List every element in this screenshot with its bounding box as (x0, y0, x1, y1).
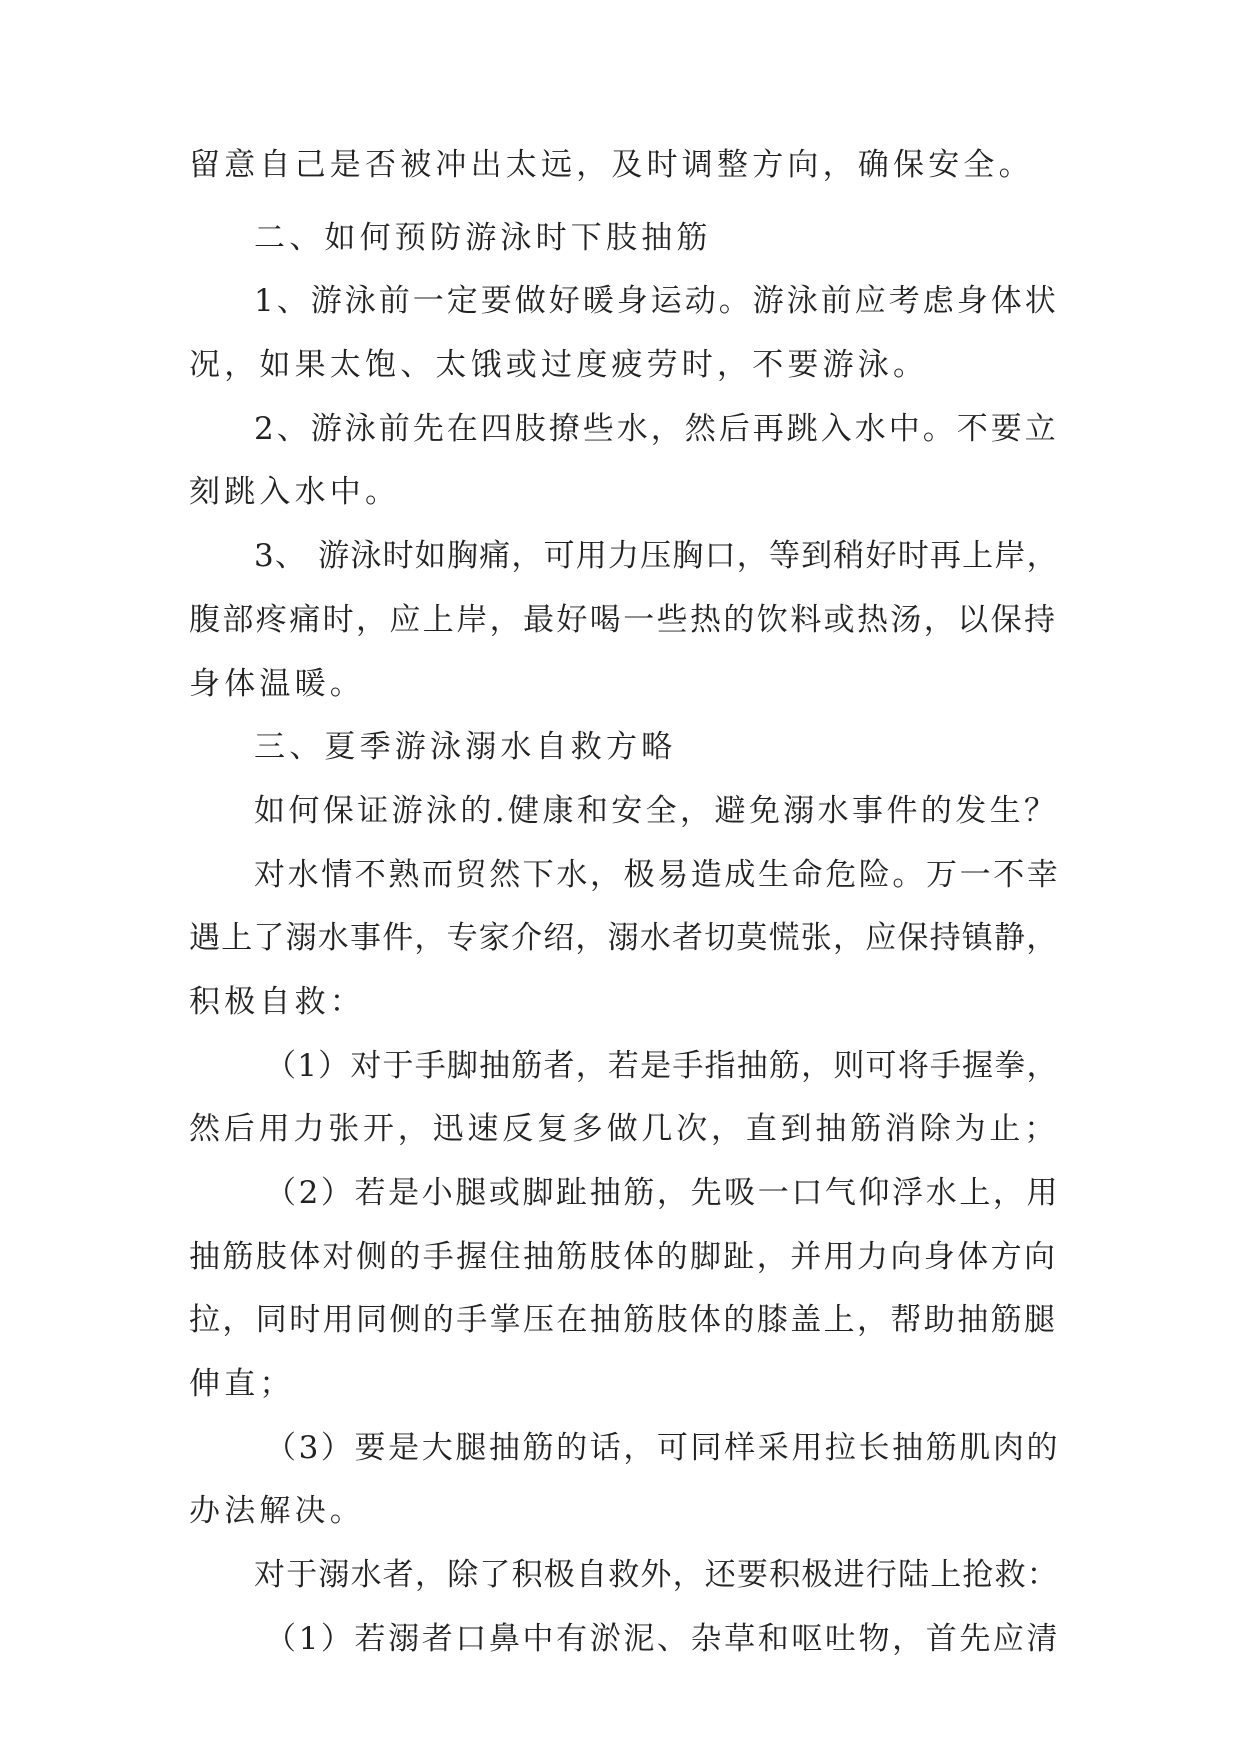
text-line: 遇上了溺水事件，专家介绍，溺水者切莫慌张，应保持镇静， (189, 920, 1059, 956)
text-line: 然后用力张开，迅速反复多做几次，直到抽筋消除为止； (189, 1111, 1059, 1147)
text-line: 留意自己是否被冲出太远，及时调整方向，确保安全。 (189, 147, 1034, 183)
text-line: （1）若溺者口鼻中有淤泥、杂草和呕吐物，首先应清 (265, 1621, 1061, 1657)
text-line: （3）要是大腿抽筋的话，可同样采用拉长抽筋肌肉的 (265, 1430, 1061, 1466)
section-heading: 三、夏季游泳溺水自救方略 (254, 729, 677, 765)
text-line: 拉，同时用同侧的手掌压在抽筋肢体的膝盖上，帮助抽筋腿 (189, 1302, 1058, 1338)
text-line: 办法解决。 (189, 1493, 365, 1529)
text-line: （2）若是小腿或脚趾抽筋，先吸一口气仰浮水上，用 (265, 1175, 1061, 1211)
text-line: （1）对于手脚抽筋者，若是手指抽筋，则可将手握拳， (265, 1048, 1059, 1084)
section-heading: 二、如何预防游泳时下肢抽筋 (254, 220, 712, 256)
text-line: 腹部疼痛时，应上岸，最好喝一些热的饮料或热汤，以保持 (189, 602, 1058, 638)
text-line: 1、游泳前一定要做好暖身运动。游泳前应考虑身体状 (254, 283, 1059, 319)
text-line: 身体温暖。 (189, 666, 365, 702)
text-line: 对于溺水者，除了积极自救外，还要积极进行陆上抢救： (254, 1557, 1059, 1593)
text-line: 2、游泳前先在四肢撩些水，然后再跳入水中。不要立 (254, 411, 1059, 447)
text-line: 况，如果太饱、太饿或过度疲劳时，不要游泳。 (189, 347, 929, 383)
text-line: 3、 游泳时如胸痛，可用力压胸口，等到稍好时再上岸， (254, 538, 1059, 574)
text-line: 对水情不熟而贸然下水，极易造成生命危险。万一不幸 (254, 857, 1061, 893)
text-line: 如何保证游泳的.健康和安全，避免溺水事件的发生？ (254, 793, 1059, 829)
text-line: 积极自救： (189, 984, 365, 1020)
text-line: 抽筋肢体对侧的手握住抽筋肢体的脚趾，并用力向身体方向 (189, 1239, 1058, 1275)
text-line: 伸直； (189, 1366, 295, 1402)
text-line: 刻跳入水中。 (189, 474, 401, 510)
